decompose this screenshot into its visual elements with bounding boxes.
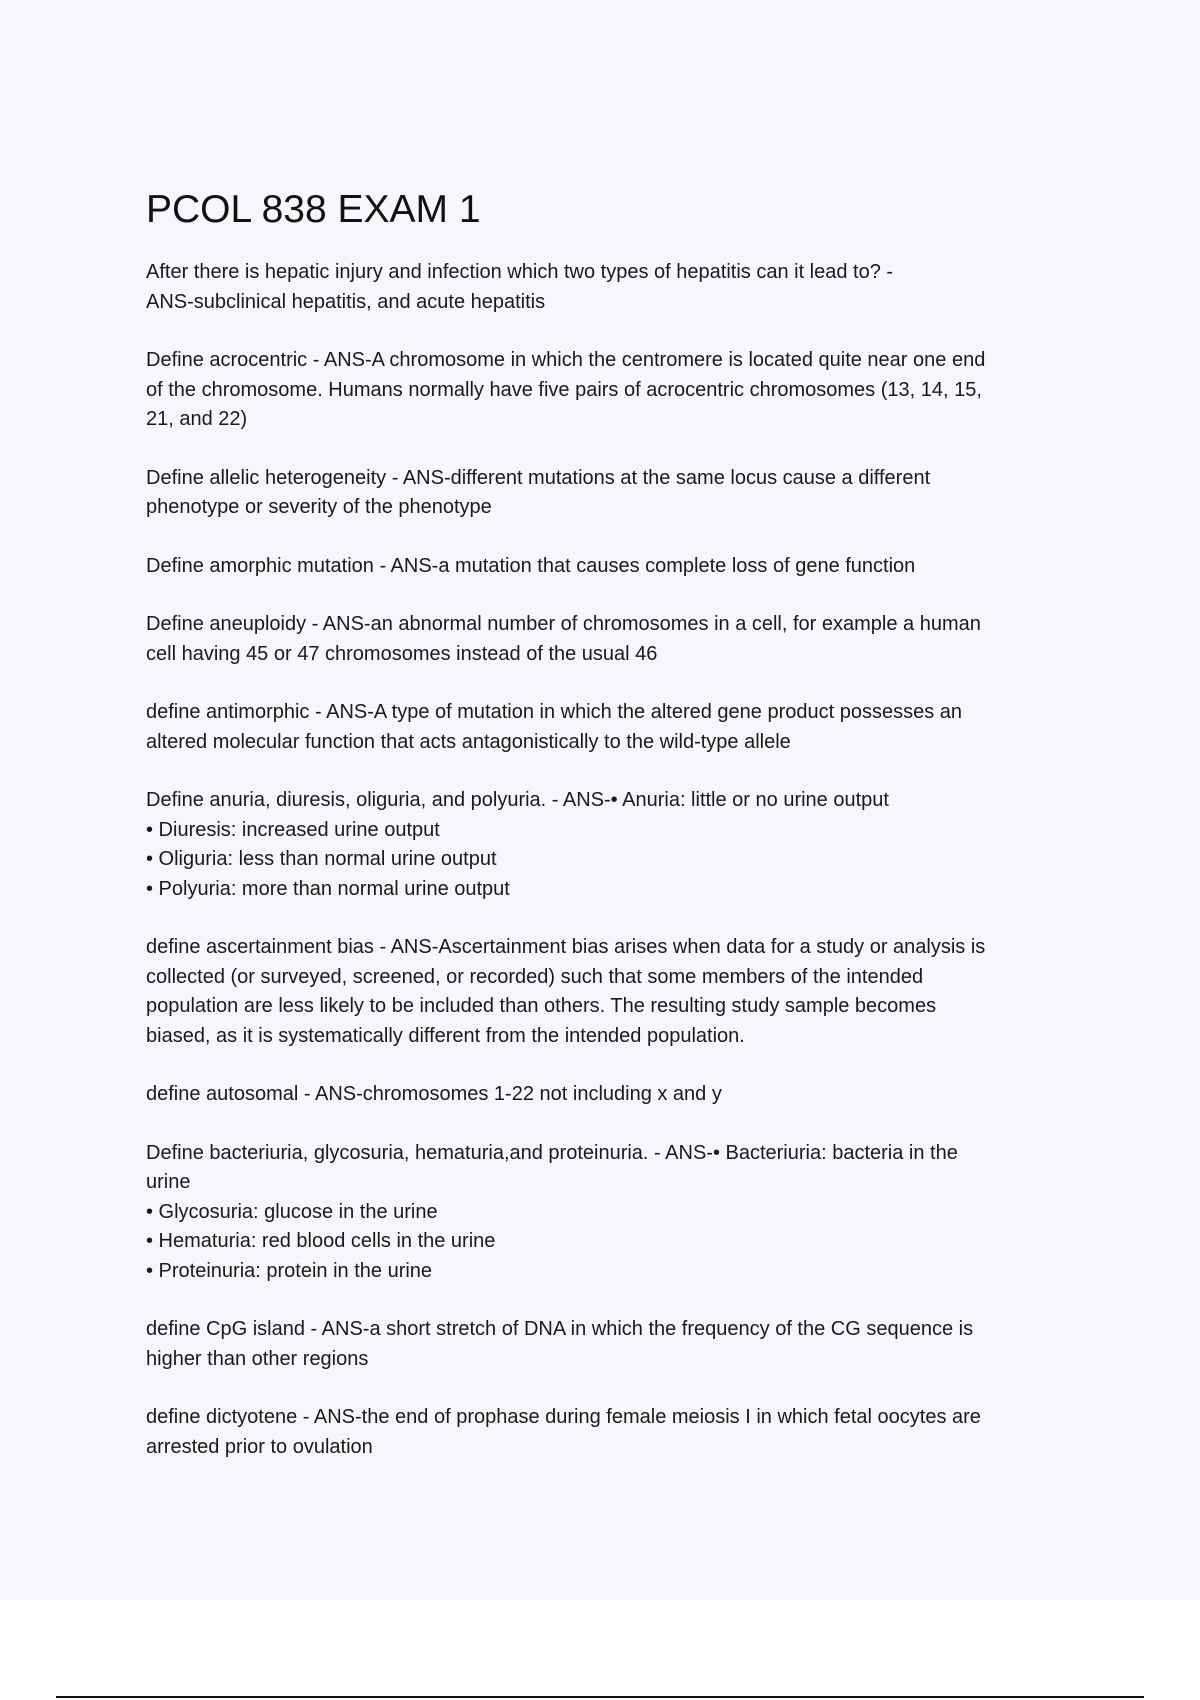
entry-list — [146, 258, 1086, 1462]
entry-line: • Glycosuria: glucose in the urine — [146, 1200, 438, 1223]
footer-divider — [56, 1696, 1144, 1698]
entry-line: urine — [146, 1171, 191, 1193]
qa-entry — [146, 464, 1086, 523]
entry-line: arrested prior to ovulation — [146, 1435, 373, 1458]
entry-line: altered molecular function that acts antagonistically to the wild-type allele — [146, 730, 791, 753]
entry-line: • Hematuria: red blood cells in the urine — [146, 1230, 496, 1252]
qa-entry — [146, 698, 1086, 757]
entry-line: define CpG island - ANS-a short stretch of DNA in which the frequency of the CG sequence is — [146, 1318, 974, 1340]
entry-line: • Oliguria: less than normal urine output — [146, 848, 497, 870]
qa-entry — [146, 1080, 1086, 1110]
qa-entry — [146, 786, 1086, 904]
entry-line: Define allelic heterogeneity - ANS-different mutations at the same locus cause a different — [146, 466, 931, 489]
entry-line: After there is hepatic injury and infection which two types of hepatitis can it lead to? - — [146, 261, 894, 283]
entry-line: cell having 45 or 47 chromosomes instead of the usual 46 — [146, 642, 658, 665]
entry-line: biased, as it is systematically different from the intended population. — [146, 1024, 745, 1047]
page-title: PCOL 838 EXAM 1 — [146, 188, 481, 231]
entry-line: define autosomal - ANS-chromosomes 1-22 not including x and y — [146, 1083, 722, 1105]
entry-line: define antimorphic - ANS-A type of mutation in which the altered gene product possesses an — [146, 701, 963, 723]
entry-line: • Polyuria: more than normal urine output — [146, 877, 510, 900]
entry-line: collected (or surveyed, screened, or recorded) such that some members of the intended — [146, 965, 924, 988]
entry-line: higher than other regions — [146, 1347, 369, 1370]
entry-line: define dictyotene - ANS-the end of prophase during female meiosis I in which fetal oocytes are — [146, 1406, 981, 1428]
qa-entry — [146, 552, 1086, 582]
entry-line: define ascertainment bias - ANS-Ascertainment bias arises when data for a study or analysis is — [146, 936, 986, 958]
qa-entry — [146, 610, 1086, 669]
qa-entry — [146, 1315, 1086, 1374]
entry-line: • Proteinuria: protein in the urine — [146, 1259, 433, 1282]
entry-line: Define amorphic mutation - ANS-a mutation that causes complete loss of gene function — [146, 554, 916, 577]
qa-entry — [146, 1403, 1086, 1462]
entry-line: 21, and 22) — [146, 408, 248, 430]
entry-line: phenotype or severity of the phenotype — [146, 496, 492, 518]
entry-line: Define anuria, diuresis, oliguria, and polyuria. - ANS-• Anuria: little or no urine output — [146, 789, 889, 811]
entry-line: Define aneuploidy - ANS-an abnormal number of chromosomes in a cell, for example a human — [146, 613, 981, 635]
entry-line: ANS-subclinical hepatitis, and acute hepatitis — [146, 290, 546, 313]
entry-line: Define bacteriuria, glycosuria, hematuria,and proteinuria. - ANS-• Bacteriuria: bacteria in the — [146, 1141, 958, 1164]
entry-line: Define acrocentric - ANS-A chromosome in which the centromere is located quite near one end — [146, 349, 986, 371]
qa-entry — [146, 1139, 1086, 1287]
entry-line: • Diuresis: increased urine output — [146, 818, 440, 841]
document-content — [146, 186, 1086, 1491]
qa-entry — [146, 346, 1086, 435]
entry-line: population are less likely to be included than others. The resulting study sample becomes — [146, 995, 937, 1017]
entry-line: of the chromosome. Humans normally have five pairs of acrocentric chromosomes (13, 14, 15, — [146, 378, 982, 401]
qa-entry — [146, 258, 1086, 317]
qa-entry — [146, 933, 1086, 1051]
